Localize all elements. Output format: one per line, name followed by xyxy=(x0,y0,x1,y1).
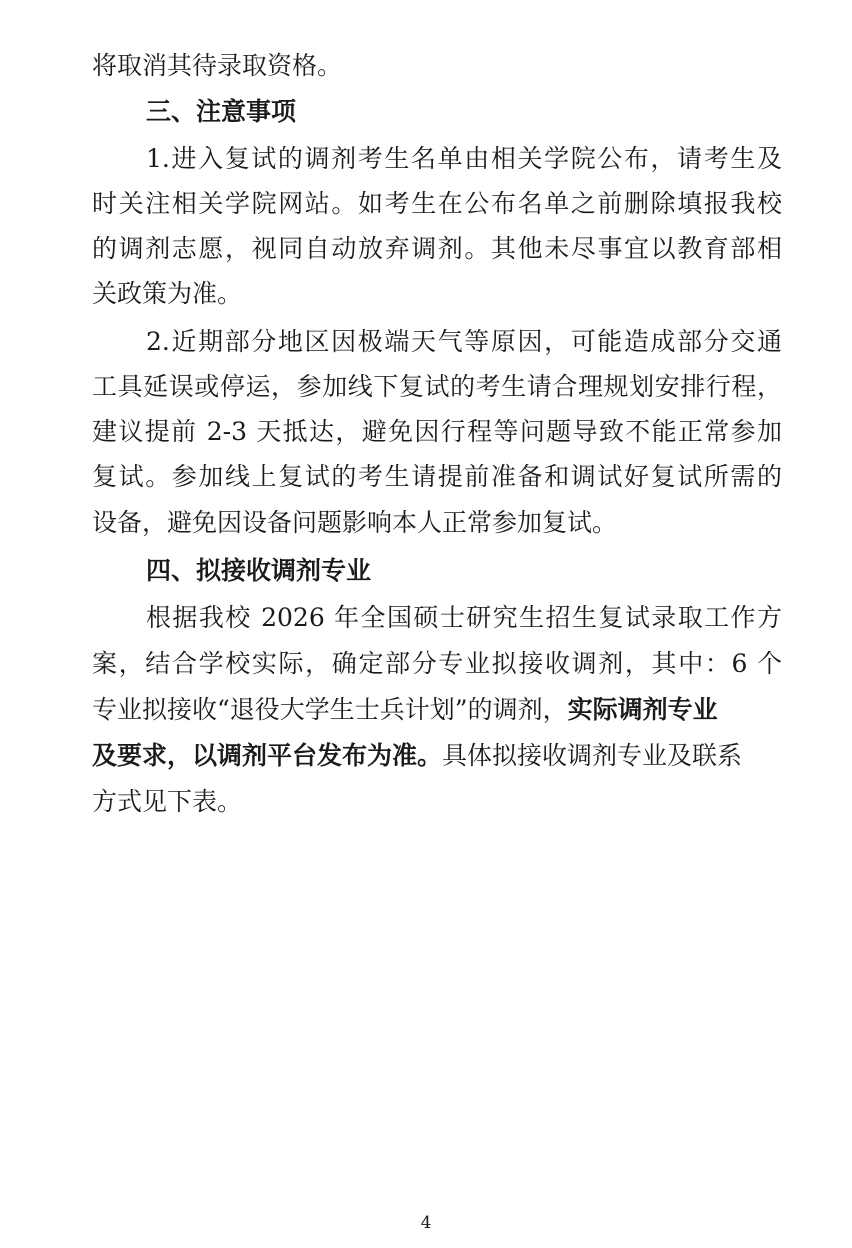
section-heading-4: 四、拟接收调剂专业 xyxy=(146,556,372,585)
paragraph-line: 复试。参加线上复试的考生请提前准备和调试好复试所需的 xyxy=(92,462,782,491)
paragraph-line: 方式见下表。 xyxy=(92,787,243,816)
paragraph-line: 时关注相关学院网站。如考生在公布名单之前删除填报我校 xyxy=(92,189,782,218)
paragraph-line: 1.进入复试的调剂考生名单由相关学院公布，请考生及 xyxy=(146,144,782,173)
paragraph-line: 根据我校 2026 年全国硕士研究生招生复试录取工作方 xyxy=(146,603,782,632)
paragraph-line: 设备，避免因设备问题影响本人正常参加复试。 xyxy=(92,508,618,537)
paragraph-line: 关政策为准。 xyxy=(92,279,243,308)
emphasis-text: 及要求，以调剂平台发布为准。 xyxy=(92,741,443,770)
page-number: 4 xyxy=(420,1213,432,1233)
normal-text: 专业拟接收“退役大学生士兵计划”的调剂， xyxy=(92,695,568,724)
paragraph-line-mixed xyxy=(92,738,782,774)
paragraph-line-mixed xyxy=(92,692,782,728)
paragraph-line: 建议提前 2-3 天抵达，避免因行程等问题导致不能正常参加 xyxy=(92,417,782,446)
section-heading-3: 三、注意事项 xyxy=(146,97,297,126)
paragraph-line: 的调剂志愿，视同自动放弃调剂。其他未尽事宜以教育部相 xyxy=(92,234,782,263)
paragraph-line: 2.近期部分地区因极端天气等原因，可能造成部分交通 xyxy=(146,327,782,356)
paragraph-line: 工具延误或停运，参加线下复试的考生请合理规划安排行程， xyxy=(92,372,782,401)
paragraph-line: 案，结合学校实际，确定部分专业拟接收调剂，其中：6 个 xyxy=(92,649,782,678)
emphasis-text: 实际调剂专业 xyxy=(567,695,718,724)
normal-text: 具体拟接收调剂专业及联系 xyxy=(442,741,743,770)
continuation-line: 将取消其待录取资格。 xyxy=(92,51,343,80)
